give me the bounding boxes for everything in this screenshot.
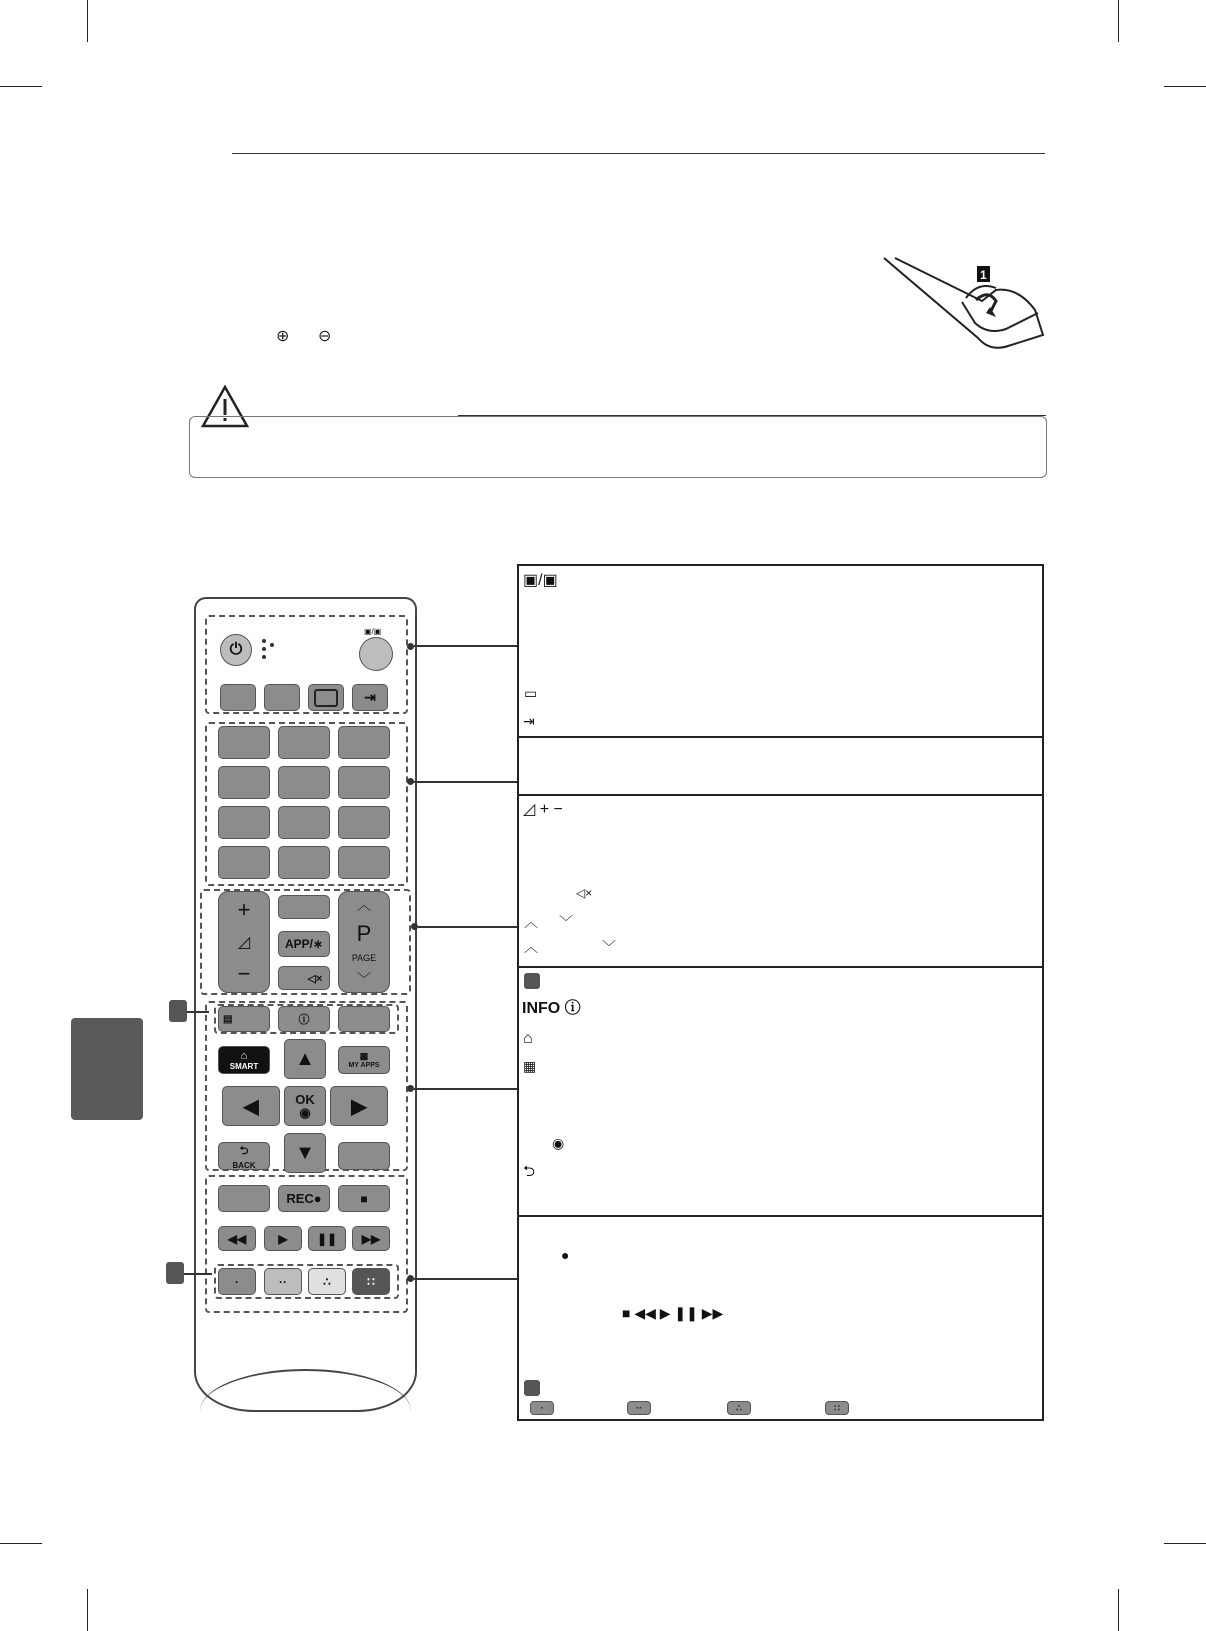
leader-dot bbox=[407, 778, 414, 785]
number-key[interactable] bbox=[338, 766, 390, 799]
description-panel bbox=[517, 564, 1044, 1421]
live-tv-button[interactable] bbox=[218, 1185, 270, 1212]
apps-grid-icon: ▦ bbox=[359, 1051, 369, 1061]
input-icon: ⇥ bbox=[364, 689, 376, 705]
power-button[interactable]: ⏻ bbox=[220, 634, 252, 666]
home-icon: ⌂ bbox=[240, 1049, 248, 1062]
crop-mark bbox=[87, 0, 88, 42]
number-key[interactable] bbox=[338, 806, 390, 839]
ok-button[interactable] bbox=[284, 1086, 326, 1126]
tv-radio-icon: ▣/▣ bbox=[364, 627, 382, 636]
info-button[interactable] bbox=[278, 1006, 330, 1032]
ratio-icon: ▭ bbox=[524, 685, 538, 701]
panel-divider bbox=[519, 966, 1042, 968]
leader-line bbox=[414, 645, 517, 647]
two-dots-icon: ·· bbox=[279, 1274, 287, 1289]
dot bbox=[262, 647, 266, 651]
apps-grid-icon: ▦ bbox=[523, 1058, 537, 1074]
record-icon: ● bbox=[561, 1247, 570, 1263]
leader-line bbox=[414, 781, 517, 783]
blue-key[interactable] bbox=[352, 1268, 390, 1295]
step-number: 1 bbox=[980, 268, 987, 282]
ok-icon: ◉ bbox=[552, 1135, 565, 1151]
pause-button[interactable] bbox=[308, 1226, 346, 1251]
panel-divider bbox=[519, 794, 1042, 796]
four-dots-icon: ∷ bbox=[367, 1274, 375, 1289]
forward-button[interactable] bbox=[352, 1226, 390, 1251]
number-key[interactable] bbox=[338, 846, 390, 879]
info-label: INFO ⓘ bbox=[522, 1000, 581, 1017]
remote-control bbox=[194, 597, 417, 1412]
smart-label: SMART bbox=[229, 1061, 259, 1071]
program-rocker[interactable] bbox=[338, 891, 390, 993]
app-button[interactable]: APP/∗ bbox=[278, 931, 330, 957]
number-key[interactable] bbox=[218, 806, 270, 839]
play-button[interactable] bbox=[264, 1226, 302, 1251]
leader-dot bbox=[407, 643, 414, 650]
number-key[interactable] bbox=[338, 726, 390, 759]
volume-icon: ◿ bbox=[237, 933, 251, 951]
crop-mark bbox=[0, 86, 42, 87]
nav-up-button[interactable] bbox=[284, 1039, 326, 1079]
chevron-down-icon: ﹀ bbox=[559, 914, 573, 930]
back-label: BACK bbox=[232, 1161, 256, 1170]
green-key-icon: ·· bbox=[627, 1401, 651, 1415]
battery-cover-illustration bbox=[878, 255, 1048, 370]
leader-line bbox=[414, 1278, 517, 1280]
text-icon: ▤ bbox=[223, 1013, 233, 1025]
dot bbox=[262, 655, 266, 659]
mute-icon: ◁× bbox=[576, 886, 593, 900]
smart-button[interactable] bbox=[218, 1046, 270, 1074]
header-rule bbox=[232, 153, 1045, 154]
yellow-key[interactable] bbox=[308, 1268, 346, 1295]
chevron-down-icon: ﹀ bbox=[357, 971, 371, 987]
playback-icons: ■ ◀◀ ▶ ❚❚ ▶▶ bbox=[622, 1305, 724, 1321]
crop-mark bbox=[1164, 1543, 1206, 1544]
back-button[interactable] bbox=[218, 1142, 270, 1170]
dot bbox=[262, 639, 266, 643]
leader-line bbox=[187, 1011, 209, 1013]
arrow-left-icon: ◀ bbox=[243, 1095, 259, 1118]
ok-label: OK bbox=[295, 1092, 315, 1107]
caution-box bbox=[189, 416, 1047, 478]
remote-bottom-curve bbox=[200, 1369, 411, 1411]
guide-button[interactable] bbox=[278, 895, 330, 919]
stop-icon: ■ bbox=[360, 1191, 368, 1206]
arrow-down-icon: ▼ bbox=[295, 1141, 315, 1164]
audio-button[interactable] bbox=[264, 684, 300, 711]
section-tab bbox=[71, 1018, 143, 1120]
back-icon: ⮌ bbox=[239, 1145, 249, 1157]
nav-right-button[interactable] bbox=[330, 1086, 388, 1126]
number-key[interactable] bbox=[278, 766, 330, 799]
pause-icon: ❚❚ bbox=[316, 1231, 338, 1246]
number-key[interactable] bbox=[218, 726, 270, 759]
number-key[interactable] bbox=[278, 806, 330, 839]
arrow-up-icon: ▲ bbox=[295, 1047, 315, 1070]
volume-rocker[interactable] bbox=[218, 891, 270, 993]
number-key[interactable] bbox=[278, 846, 330, 879]
green-key[interactable] bbox=[264, 1268, 302, 1295]
input-button[interactable] bbox=[352, 684, 388, 711]
marker-badge bbox=[524, 973, 540, 989]
marker-badge bbox=[169, 1000, 187, 1022]
home-icon: ⌂ bbox=[523, 1030, 533, 1047]
page-label: PAGE bbox=[351, 953, 377, 963]
number-key[interactable] bbox=[218, 846, 270, 879]
leader-dot bbox=[407, 1275, 414, 1282]
ratio-button[interactable] bbox=[308, 684, 344, 711]
number-key[interactable] bbox=[278, 726, 330, 759]
rewind-button[interactable] bbox=[218, 1226, 256, 1251]
tv-radio-icon: ▣/▣ bbox=[523, 572, 558, 589]
marker-badge bbox=[524, 1380, 540, 1396]
crop-mark bbox=[1164, 86, 1206, 87]
t-opt-button[interactable] bbox=[338, 1006, 390, 1032]
volume-icon: ◿ + − bbox=[523, 801, 563, 818]
leader-line bbox=[414, 1088, 517, 1090]
nav-left-button[interactable] bbox=[222, 1086, 280, 1126]
crop-mark bbox=[1118, 1589, 1119, 1631]
stop-button[interactable] bbox=[338, 1185, 390, 1212]
red-key[interactable] bbox=[218, 1268, 256, 1295]
rewind-icon: ◀◀ bbox=[227, 1231, 247, 1246]
leader-dot bbox=[407, 1085, 414, 1092]
tv-radio-button[interactable] bbox=[359, 637, 393, 671]
leader-line bbox=[184, 1273, 212, 1275]
yellow-key-icon: ∴ bbox=[727, 1401, 751, 1415]
info-icon: ⓘ bbox=[298, 1014, 310, 1026]
minus-symbol: ⊖ bbox=[318, 328, 332, 345]
chevron-down-icon: ﹀ bbox=[602, 939, 616, 955]
ratio-icon bbox=[314, 689, 338, 707]
crop-mark bbox=[0, 1543, 42, 1544]
chevron-up-icon: ︿ bbox=[524, 939, 538, 955]
mute-icon: ◁× bbox=[307, 972, 323, 985]
input-icon: ⇥ bbox=[523, 713, 535, 729]
crop-mark bbox=[1118, 0, 1119, 42]
leader-line bbox=[418, 926, 517, 928]
forward-icon: ▶▶ bbox=[361, 1231, 381, 1246]
play-icon: ▶ bbox=[278, 1231, 288, 1246]
arrow-right-icon: ▶ bbox=[351, 1095, 367, 1118]
my-apps-button[interactable] bbox=[338, 1046, 390, 1074]
text-button[interactable] bbox=[218, 1006, 270, 1032]
nav-down-button[interactable] bbox=[284, 1133, 326, 1173]
crop-mark bbox=[87, 1589, 88, 1631]
number-key[interactable] bbox=[218, 766, 270, 799]
volume-down-icon: − bbox=[237, 961, 251, 987]
mute-button[interactable] bbox=[278, 966, 330, 990]
marker-badge bbox=[166, 1262, 184, 1284]
exit-button[interactable] bbox=[338, 1142, 390, 1170]
three-dots-icon: ∴ bbox=[323, 1274, 331, 1289]
panel-divider bbox=[519, 1215, 1042, 1217]
ok-icon: ◉ bbox=[299, 1105, 311, 1120]
one-dot-icon: · bbox=[235, 1274, 239, 1289]
leader-dot bbox=[411, 923, 418, 930]
chevron-up-icon: ︿ bbox=[357, 897, 371, 913]
blue-key-icon: ∷ bbox=[825, 1401, 849, 1415]
plus-symbol: ⊕ bbox=[276, 328, 290, 345]
back-icon: ⮌ bbox=[523, 1163, 536, 1180]
panel-divider bbox=[519, 736, 1042, 738]
volume-up-icon: + bbox=[237, 896, 251, 922]
red-key-icon: · bbox=[530, 1401, 554, 1415]
subtitle-button[interactable] bbox=[220, 684, 256, 711]
rec-button[interactable]: REC● bbox=[278, 1185, 330, 1212]
program-label: P bbox=[356, 921, 372, 946]
chevron-up-icon: ︿ bbox=[524, 914, 538, 930]
my-apps-label: MY APPS bbox=[348, 1062, 380, 1069]
dot bbox=[270, 643, 274, 647]
